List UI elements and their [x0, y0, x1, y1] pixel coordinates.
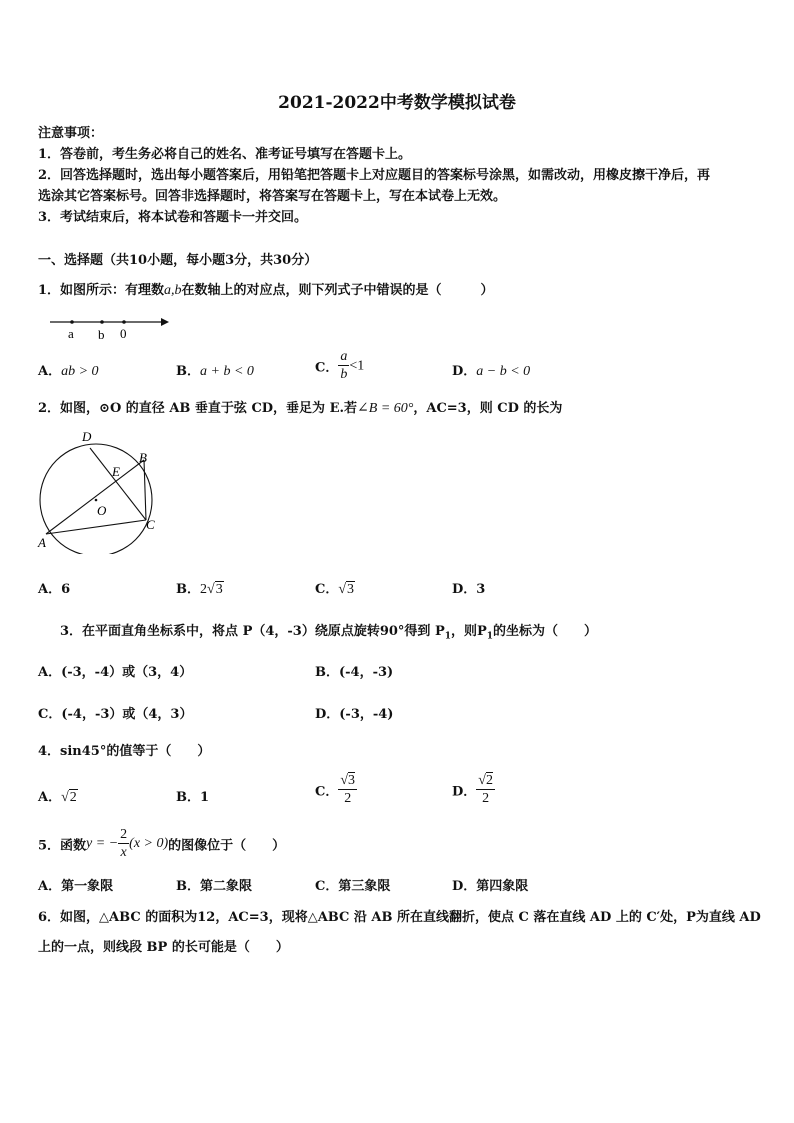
notice-item-1: 1．答卷前，考生务必将自己的姓名、准考证号填写在答题卡上。: [38, 147, 412, 162]
label-C: C: [146, 517, 155, 532]
q4-option-d[interactable]: D． $\frac{√2}{2}$: [452, 773, 493, 806]
q3-option-a[interactable]: A．(-3，-4）或（3，4）: [38, 665, 193, 680]
axis-label-a: a: [68, 326, 74, 341]
question-6-line-2: 上的一点，则线段 BP 的长可能是（ ）: [38, 940, 289, 955]
question-3-stem: 3．在平面直角坐标系中，将点 P（4，-3）绕原点旋转90°得到 $P_1$，则$P_1$的坐标为（ ）: [60, 624, 598, 642]
axis-label-b: b: [98, 327, 105, 342]
q1-number-line: [45, 312, 175, 342]
label-O: O: [97, 503, 107, 518]
q3-option-d[interactable]: D．(-3，-4): [315, 707, 394, 722]
question-5-stem: 5．函数y = − $\frac{2}{x}$ (x > 0)的图像位于（ ）: [38, 827, 286, 860]
axis-label-0: 0: [120, 326, 127, 341]
question-4-stem: 4．sin45°的值等于（ ）: [38, 744, 211, 759]
q4-option-b[interactable]: B．1: [176, 790, 210, 805]
label-D: D: [82, 429, 92, 444]
question-1-stem: [38, 279, 494, 299]
q1-option-a[interactable]: A．ab > 0: [38, 364, 99, 379]
notice-item-2: 2．回答选择题时，选出每小题答案后，用铅笔把答题卡上对应题目的答案标号涂黑，如需改动，用橡皮擦干净后，再: [38, 168, 711, 183]
q2-option-c[interactable]: C．√3: [315, 582, 355, 597]
q1-suffix: 在数轴上的对应点，则下列式子中错误的是（ ）: [181, 283, 494, 298]
q4-option-a[interactable]: A．√2: [38, 790, 77, 805]
section-heading: 一、选择题（共10小题，每小题3分，共30分）: [38, 253, 318, 268]
q1-option-d[interactable]: D．a − b < 0: [452, 364, 531, 379]
label-B: B: [139, 450, 147, 465]
notice-item-2-cont: 选涂其它答案标号。回答非选择题时，将答案写在答题卡上，写在本试卷上无效。: [38, 189, 507, 204]
notice-item-3: 3．考试结束后，将本试卷和答题卡一并交回。: [38, 210, 308, 225]
q3-option-c[interactable]: C．(-4，-3）或（4，3）: [38, 707, 193, 722]
q2-option-d[interactable]: D．3: [452, 582, 486, 597]
exam-title: 2021-2022中考数学模拟试卷: [278, 93, 516, 113]
q1-option-b[interactable]: B．a + b < 0: [176, 364, 254, 379]
q3-option-b[interactable]: B．(-4，-3): [315, 665, 394, 680]
question-6-line-1: 6．如图，△ABC 的面积为12，AC=3，现将△ABC 沿 AB 所在直线翻折，使点 C 落在直线 AD 上的 C′处，P为直线 AD: [38, 910, 761, 925]
q1-prefix: 1．如图所示：有理数: [38, 283, 165, 298]
q2-circle-figure: [32, 424, 167, 554]
question-2-stem: 2．如图，⊙O 的直径 AB 垂直于弦 CD，垂足为 E.若∠B = 60°，AC=3，则 CD 的长为: [38, 401, 563, 416]
q2-option-b[interactable]: B．2√3: [176, 582, 223, 597]
q5-option-c[interactable]: C．第三象限: [315, 879, 391, 894]
q5-option-a[interactable]: A．第一象限: [38, 879, 114, 894]
q1-vars: a,b: [164, 283, 182, 298]
q5-option-b[interactable]: B．第二象限: [176, 879, 252, 894]
notice-heading: 注意事项：: [38, 126, 104, 141]
label-E: E: [112, 464, 120, 479]
label-A: A: [38, 535, 46, 550]
q1-option-c[interactable]: C． $\frac{a}{b}$ <1: [315, 349, 365, 382]
q4-option-c[interactable]: C． $\frac{√3}{2}$: [315, 773, 356, 806]
q2-option-a[interactable]: A．6: [38, 582, 71, 597]
q5-option-d[interactable]: D．第四象限: [452, 879, 529, 894]
